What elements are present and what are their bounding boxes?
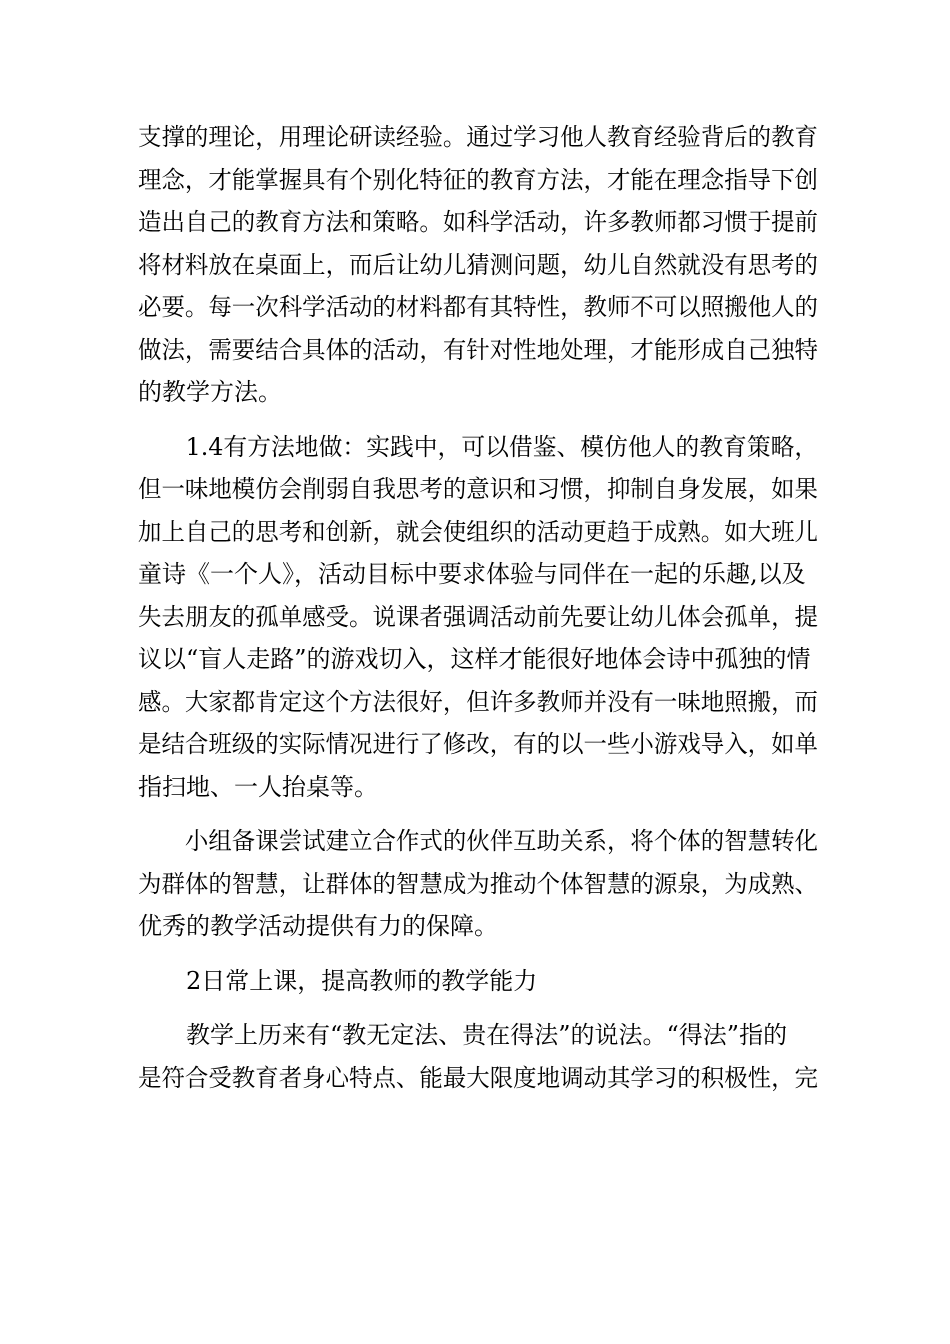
text-line: 指扫地、一人抬桌等。: [138, 772, 378, 801]
text-line: 支撑的理论，用理论研读经验。通过学习他人教育经验背后的教育: [138, 123, 818, 151]
text-line: 加上自己的思考和创新，就会使组织的活动更趋于成熟。如大班儿: [138, 517, 818, 546]
text-line: 失去朋友的孤单感受。说课者强调活动前先要让幼儿体会孤单，提: [138, 602, 818, 631]
text-line: 是符合受教育者身心特点、能最大限度地调动其学习的积极性，完: [138, 1063, 818, 1092]
text-line: 的教学方法。: [138, 378, 282, 406]
text-line: 议以“盲人走路”的游戏切入，这样才能很好地体会诗中孤独的情: [138, 645, 811, 673]
text-line: 教学上历来有“教无定法、贵在得法”的说法。“得法”指的: [138, 1021, 788, 1049]
text-line: 做法，需要结合具体的活动，有针对性地处理，才能形成自己独特: [138, 335, 818, 364]
text-line: 小组备课尝试建立合作式的伙伴互助关系，将个体的智慧转化: [138, 827, 818, 855]
text-line: 童诗《一个人》，活动目标中要求体验与同伴在一起的乐趣,以及: [138, 560, 806, 588]
body-text: [138, 116, 818, 1111]
paragraph-theory: [138, 116, 818, 414]
paragraph-method: [138, 426, 818, 809]
text-line: 1.4有方法地做：实践中，可以借鉴、模仿他人的教育策略，: [138, 432, 819, 461]
text-line: 但一味地模仿会削弱自我思考的意识和习惯，抑制自身发展，如果: [138, 475, 818, 503]
section-heading: [138, 960, 818, 1003]
paragraph-group-lesson: [138, 820, 818, 948]
text-line: 造出自己的教育方法和策略。如科学活动，许多教师都习惯于提前: [138, 208, 818, 236]
text-line: 是结合班级的实际情况进行了修改，有的以一些小游戏导入，如单: [138, 730, 818, 758]
text-line: 为群体的智慧，让群体的智慧成为推动个体智慧的源泉，为成熟、: [138, 869, 818, 898]
text-line: 将材料放在桌面上，而后让幼儿猜测问题，幼儿自然就没有思考的: [138, 250, 818, 279]
text-line: 优秀的教学活动提供有力的保障。: [138, 912, 498, 940]
paragraph-teaching: [138, 1014, 818, 1099]
text-line: 必要。每一次科学活动的材料都有其特性，教师不可以照搬他人的: [138, 293, 818, 321]
text-line: 2日常上课，提高教师的教学能力: [138, 966, 538, 995]
text-line: 理念，才能掌握具有个别化特征的教育方法，才能在理念指导下创: [138, 165, 818, 194]
text-line: 感。大家都肯定这个方法很好，但许多教师并没有一味地照搬，而: [138, 687, 818, 716]
